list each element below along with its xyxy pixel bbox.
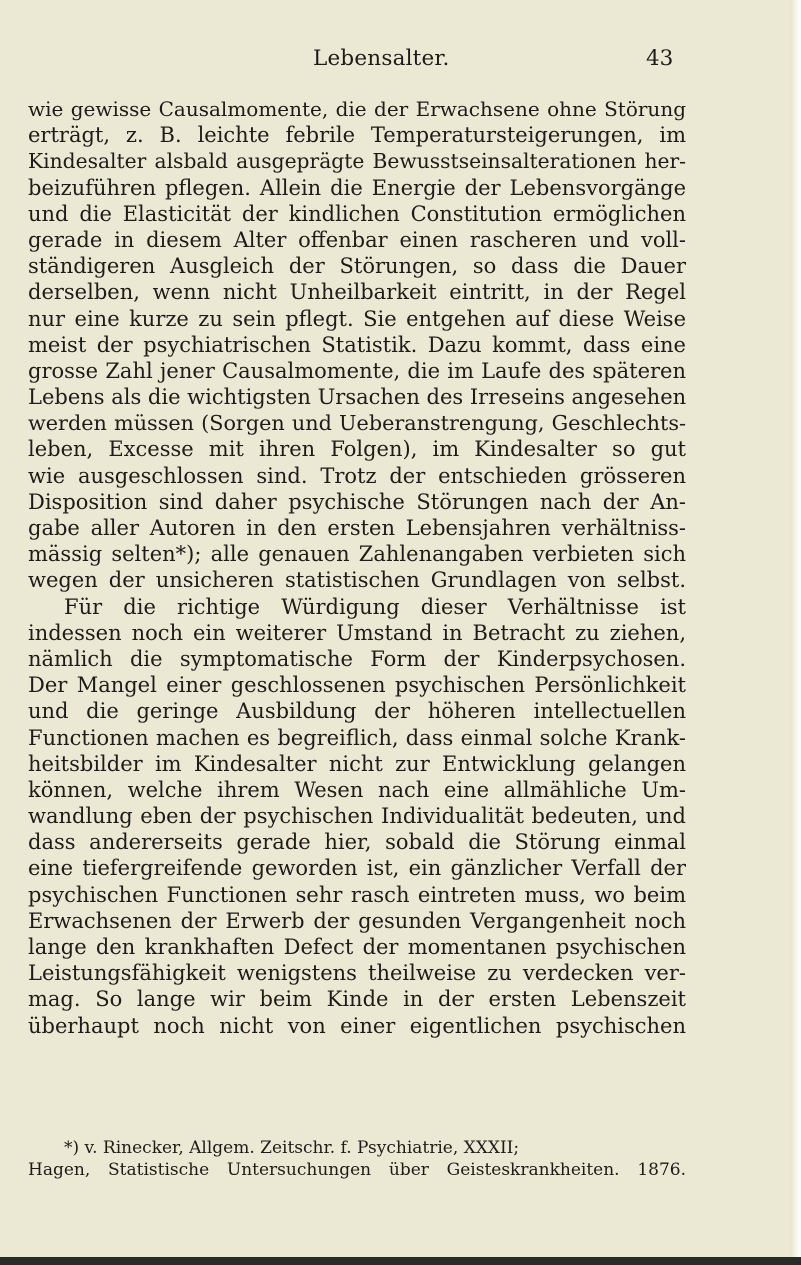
text-line: Kindesalter alsbald ausgeprägte Bewusstseinsalterationen her- — [28, 149, 686, 174]
text-line: nämlich die symptomatische Form der Kinderpsychosen. — [28, 646, 686, 671]
text-line: und die Elasticität der kindlichen Constitution ermöglichen — [28, 201, 686, 226]
text-line: heitsbilder im Kindesalter nicht zur Entwicklung gelangen — [28, 751, 686, 776]
text-line: Functionen machen es begreiflich, dass einmal solche Krank- — [28, 725, 686, 750]
text-line: Lebens als die wichtigsten Ursachen des Irreseins angesehen — [28, 385, 686, 410]
text-line: ständigeren Ausgleich der Störungen, so dass die Dauer — [28, 254, 686, 279]
text-line: meist der psychiatrischen Statistik. Dazu kommt, dass eine — [28, 332, 686, 357]
text-line: erträgt, z. B. leichte febrile Temperatursteigerungen, im — [28, 123, 686, 148]
text-line: überhaupt noch nicht von einer eigentlichen psychischen — [28, 1013, 686, 1038]
footnote-line: *) v. Rinecker, Allgem. Zeitschr. f. Psychiatrie, XXXII; — [64, 1138, 520, 1158]
text-line: mässig selten*); alle genauen Zahlenangaben verbieten sich — [28, 542, 686, 567]
text-line: wandlung eben der psychischen Individualität bedeuten, und — [28, 804, 686, 829]
text-line: werden müssen (Sorgen und Ueberanstrengung, Geschlechts- — [28, 411, 686, 436]
text-line: beizuführen pflegen. Allein die Energie der Lebensvorgänge — [28, 175, 686, 200]
text-line: mag. So lange wir beim Kinde in der ersten Lebenszeit — [28, 987, 686, 1012]
text-line: und die geringe Ausbildung der höheren intellectuellen — [28, 699, 686, 724]
text-line: psychischen Functionen sehr rasch eintreten muss, wo beim — [28, 882, 686, 907]
text-line: eine tiefergreifende geworden ist, ein gänzlicher Verfall der — [28, 856, 686, 881]
text-line: derselben, wenn nicht Unheilbarkeit eintritt, in der Regel — [28, 280, 686, 305]
text-line: dass andererseits gerade hier, sobald die Störung einmal — [28, 830, 686, 855]
text-line: wie gewisse Causalmomente, die der Erwachsene ohne Störung — [28, 97, 686, 121]
text-line: Leistungsfähigkeit wenigstens theilweise zu verdecken ver- — [28, 961, 686, 986]
running-title: Lebensalter. — [313, 46, 450, 71]
text-line: können, welche ihrem Wesen nach eine allmähliche Um- — [28, 777, 686, 802]
text-line: gabe aller Autoren in den ersten Lebensjahren verhältniss- — [28, 516, 686, 540]
text-line: nur eine kurze zu sein pflegt. Sie entgehen auf diese Weise — [28, 306, 686, 331]
footnote-line: Hagen, Statistische Untersuchungen über Geisteskrankheiten. 1876. — [28, 1160, 686, 1180]
text-line: Erwachsenen der Erwerb der gesunden Vergangenheit noch — [28, 908, 686, 933]
text-line: Der Mangel einer geschlossenen psychischen Persönlichkeit — [28, 673, 686, 698]
page-header — [0, 46, 801, 76]
footnote — [28, 1137, 686, 1181]
body-text — [28, 96, 686, 1039]
text-line: indessen noch ein weiterer Umstand in Betracht zu ziehen, — [28, 620, 686, 645]
text-line: gerade in diesem Alter offenbar einen rascheren und voll- — [28, 227, 686, 252]
text-line: grosse Zahl jener Causalmomente, die im Laufe des späteren — [28, 358, 686, 383]
text-line: wegen der unsicheren statistischen Grundlagen von selbst. — [28, 568, 686, 593]
text-line: lange den krankhaften Defect der momentanen psychischen — [28, 935, 686, 959]
page-edge-right — [791, 0, 801, 1265]
text-line: Disposition sind daher psychische Störungen nach der An- — [28, 489, 686, 514]
text-line: Für die richtige Würdigung dieser Verhältnisse ist — [64, 594, 686, 619]
text-line: leben, Excesse mit ihren Folgen), im Kindesalter so gut — [28, 437, 686, 462]
page-edge-bottom — [0, 1257, 801, 1265]
page-number: 43 — [646, 46, 674, 71]
text-line: wie ausgeschlossen sind. Trotz der entschieden grösseren — [28, 463, 686, 488]
